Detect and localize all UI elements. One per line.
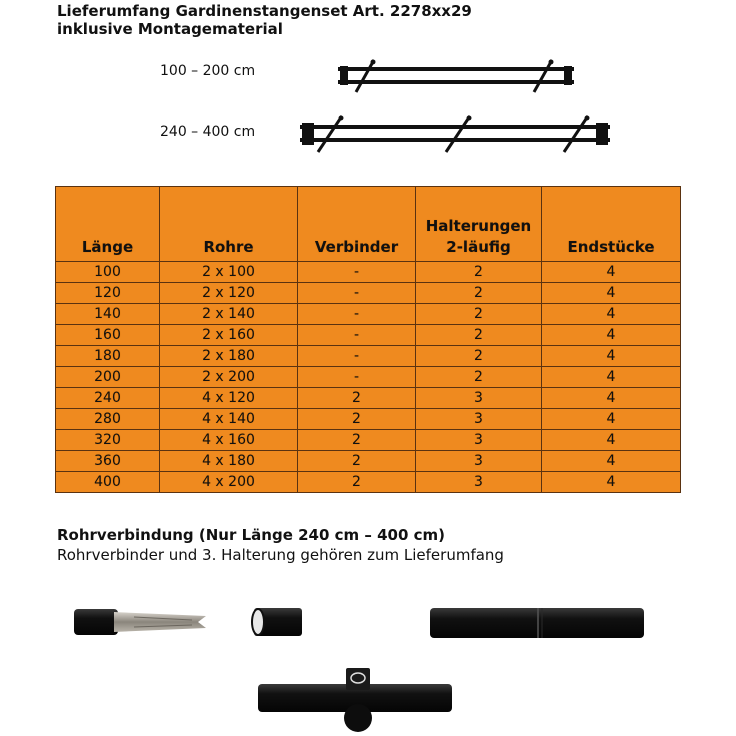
- bracket-knob: [585, 116, 590, 121]
- cell-halterungen: 3: [416, 388, 542, 409]
- cell-halterungen: 2: [416, 304, 542, 325]
- bracket: [318, 116, 342, 152]
- table-body: [56, 262, 681, 493]
- table-row: [56, 325, 681, 346]
- bracket: [356, 60, 374, 92]
- cell-verbinder: -: [298, 325, 416, 346]
- table-row: [56, 283, 681, 304]
- bracket-knob: [339, 116, 344, 121]
- cell-halterungen: 3: [416, 409, 542, 430]
- table-row: [56, 409, 681, 430]
- cell-verbinder: -: [298, 367, 416, 388]
- cell-halterungen: 3: [416, 472, 542, 493]
- document-title: Lieferumfang Gardinenstangenset Art. 2278xx29: [57, 2, 472, 20]
- cell-verbinder: -: [298, 304, 416, 325]
- end-cap: [302, 123, 314, 145]
- table-row: [56, 472, 681, 493]
- cell-verbinder: 2: [298, 409, 416, 430]
- header-halterungen-line2: 2-läufig: [446, 238, 511, 256]
- delivery-table: [55, 186, 681, 493]
- cell-endstuecke: 4: [542, 283, 681, 304]
- section-title: Rohrverbindung (Nur Länge 240 cm – 400 cm): [57, 526, 446, 544]
- cell-halterungen: 2: [416, 283, 542, 304]
- cell-laenge: 160: [56, 325, 160, 346]
- end-cap: [596, 123, 608, 145]
- cell-endstuecke: 4: [542, 451, 681, 472]
- bracket: [534, 60, 552, 92]
- end-cap: [340, 66, 348, 85]
- cell-rohre: 2 x 160: [160, 325, 298, 346]
- cell-laenge: 280: [56, 409, 160, 430]
- header-verbinder: Verbinder: [298, 187, 416, 262]
- bracket-knob: [371, 60, 376, 65]
- rod-diagram-small: [338, 58, 578, 98]
- cell-halterungen: 2: [416, 325, 542, 346]
- table-row: [56, 430, 681, 451]
- cell-laenge: 120: [56, 283, 160, 304]
- cell-verbinder: 2: [298, 472, 416, 493]
- table-row: [56, 346, 681, 367]
- table-row: [56, 367, 681, 388]
- bracket-knob: [549, 60, 554, 65]
- cell-endstuecke: 4: [542, 409, 681, 430]
- cell-endstuecke: 4: [542, 472, 681, 493]
- header-rohre: Rohre: [160, 187, 298, 262]
- cell-laenge: 180: [56, 346, 160, 367]
- cell-verbinder: -: [298, 346, 416, 367]
- table-row: [56, 262, 681, 283]
- cell-rohre: 4 x 180: [160, 451, 298, 472]
- cell-laenge: 240: [56, 388, 160, 409]
- cell-rohre: 4 x 200: [160, 472, 298, 493]
- cell-laenge: 140: [56, 304, 160, 325]
- cell-endstuecke: 4: [542, 262, 681, 283]
- end-cap: [564, 66, 572, 85]
- cell-rohre: 4 x 120: [160, 388, 298, 409]
- table-row: [56, 388, 681, 409]
- cell-endstuecke: 4: [542, 388, 681, 409]
- cell-rohre: 2 x 180: [160, 346, 298, 367]
- table-header-row: [56, 187, 681, 262]
- cell-endstuecke: 4: [542, 367, 681, 388]
- cell-endstuecke: 4: [542, 430, 681, 451]
- cell-halterungen: 3: [416, 430, 542, 451]
- cell-verbinder: 2: [298, 430, 416, 451]
- bracket: [446, 116, 470, 152]
- cell-rohre: 4 x 140: [160, 409, 298, 430]
- cell-rohre: 2 x 200: [160, 367, 298, 388]
- cell-rohre: 4 x 160: [160, 430, 298, 451]
- length-label-large: 240 – 400 cm: [160, 124, 256, 140]
- cell-rohre: 2 x 120: [160, 283, 298, 304]
- cell-endstuecke: 4: [542, 304, 681, 325]
- cell-rohre: 2 x 140: [160, 304, 298, 325]
- header-halterungen-line1: Halterungen: [425, 217, 532, 235]
- cell-halterungen: 2: [416, 367, 542, 388]
- length-label-small: 100 – 200 cm: [160, 63, 256, 79]
- cell-verbinder: -: [298, 262, 416, 283]
- document-subtitle: inklusive Montagematerial: [57, 20, 283, 38]
- cell-halterungen: 2: [416, 346, 542, 367]
- cell-verbinder: 2: [298, 451, 416, 472]
- cell-endstuecke: 4: [542, 325, 681, 346]
- cell-rohre: 2 x 100: [160, 262, 298, 283]
- cell-verbinder: 2: [298, 388, 416, 409]
- pipe-with-connector-photo: [74, 603, 210, 639]
- cell-halterungen: 2: [416, 262, 542, 283]
- rod-line: [338, 67, 574, 71]
- cell-laenge: 360: [56, 451, 160, 472]
- bracket-knob: [467, 116, 472, 121]
- rod-line: [300, 125, 610, 129]
- cell-laenge: 320: [56, 430, 160, 451]
- cell-laenge: 200: [56, 367, 160, 388]
- pipe-piece-photo: [250, 605, 304, 639]
- header-halterungen: [416, 187, 542, 262]
- connected-pipes-photo: [430, 604, 646, 640]
- header-endstuecke: Endstücke: [542, 187, 681, 262]
- cell-laenge: 100: [56, 262, 160, 283]
- cell-laenge: 400: [56, 472, 160, 493]
- cell-endstuecke: 4: [542, 346, 681, 367]
- rod-diagram-large: [300, 112, 614, 156]
- section-subtitle: Rohrverbinder und 3. Halterung gehören zum Lieferumfang: [57, 546, 504, 564]
- table-row: [56, 304, 681, 325]
- middle-bracket-photo: [258, 660, 454, 736]
- cell-verbinder: -: [298, 283, 416, 304]
- header-laenge: Länge: [56, 187, 160, 262]
- bracket: [564, 116, 588, 152]
- table-row: [56, 451, 681, 472]
- cell-halterungen: 3: [416, 451, 542, 472]
